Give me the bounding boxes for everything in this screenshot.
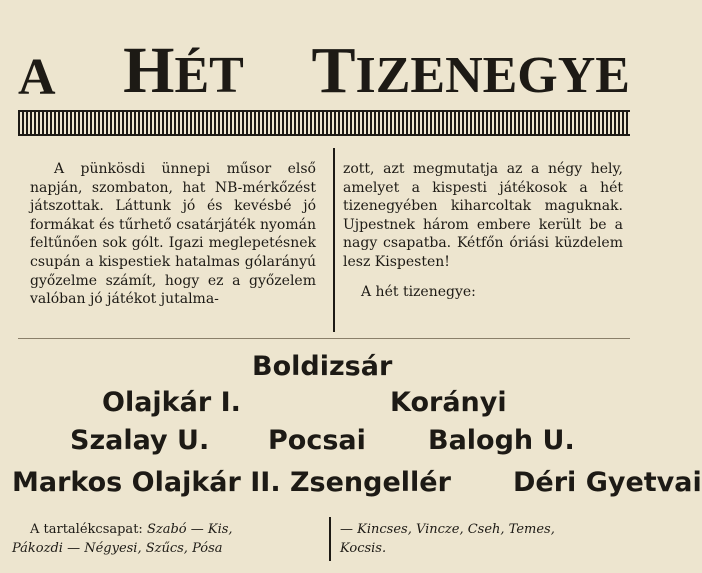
headline-word-a: A [18,49,56,106]
article-right-paragraph: zott, azt megmutatja az a négy hely, amelyet a kispesti játékosok a hét tizenegyében kiharcoltak maguknak. Ujpestnek három embere került be a nagy csapatba. Kétfőn óriási küzdelem lesz Kispesten! [343,161,623,270]
player-half-right: Balogh U. [428,425,575,456]
article-left-column: A pünkösdi ünnepi műsor első napján, szombaton, hat NB-mérkőzést játszottak. Láttunk jó és kevésbé jó formákat és tűrhető csatárjáték nyomán feltűnően sok gólt. Igazi meglepetésnek csupán a kispestiek hatalmas gólarányú győzelme számít, hogy ez a győzelem valóban jó játékot jutalma- [30,161,316,308]
reserves-line-1 [30,520,233,539]
reserves-line-3: — Kincses, Vincze, Cseh, Temes, [340,522,555,537]
team-intro: A hét tizenegye: [361,283,476,300]
headline [18,22,630,107]
column-divider [333,148,335,332]
player-half-left: Szalay U. [70,425,210,456]
headline-word-tizenegye: T IZENEGYE [311,34,630,107]
forwards-line-end: Déri Gyetvai [513,467,702,498]
headline-word-het: H ÉT [123,34,244,107]
reserves-label: A tartalékcsapat: [30,522,143,537]
reserves-line-2: Pákozdi — Négyesi, Szűcs, Pósa [12,541,223,556]
reserves-line-4: Kocsis. [340,541,387,556]
player-back-right: Korányi [390,387,507,418]
player-back-left: Olajkár I. [102,387,241,418]
forwards-line: Markos Olajkár II. Zsengellér [12,467,451,498]
decorative-rule [18,110,630,136]
reserves-names-1: Szabó — Kis, [146,522,233,537]
reserves-divider [329,517,331,561]
article-right-column [343,160,623,301]
player-half-center: Pocsai [268,425,366,456]
section-divider [18,338,630,339]
player-goalkeeper: Boldizsár [252,351,393,382]
